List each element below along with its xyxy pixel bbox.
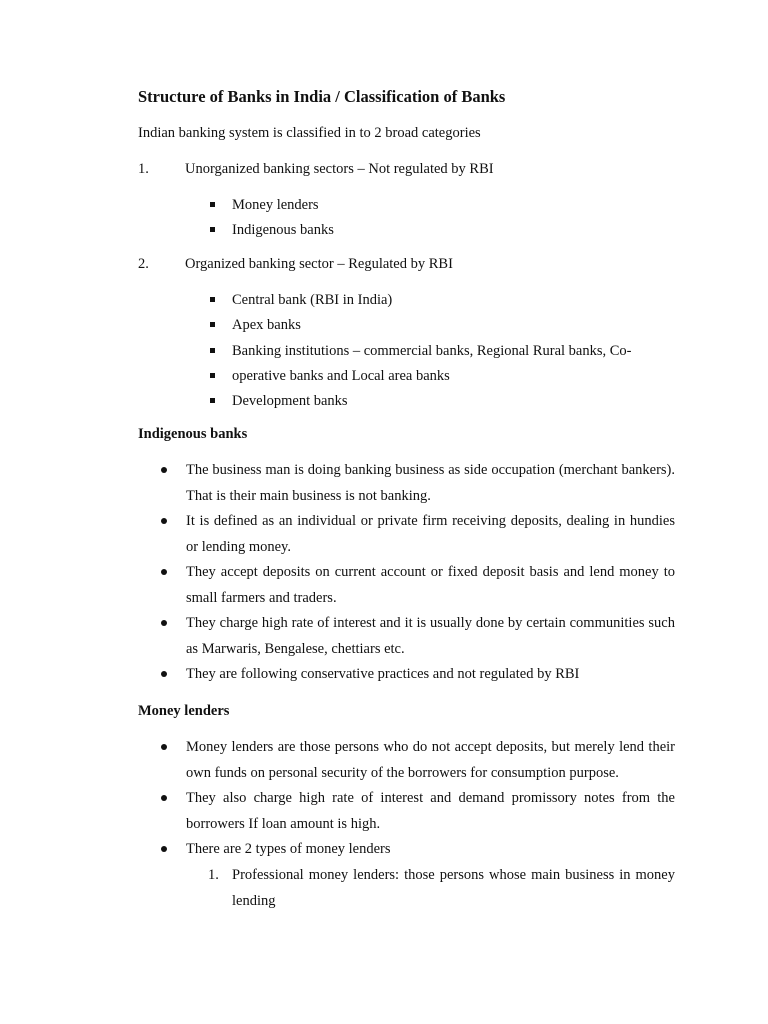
money-lender-types — [208, 863, 675, 914]
list-item: Indigenous banks — [208, 220, 334, 245]
list-item — [208, 863, 675, 914]
indigenous-points — [160, 458, 675, 688]
list-item: Money lenders — [208, 195, 334, 220]
list-item: Central bank (RBI in India) — [208, 290, 632, 315]
category-label: Organized banking sector – Regulated by RBI — [185, 256, 453, 272]
intro-paragraph: Indian banking system is classified in to 2 broad categories — [138, 125, 481, 141]
list-item: They are following conservative practices and not regulated by RBI — [160, 662, 675, 688]
list-item: They also charge high rate of interest and demand promissory notes from the borrowers If loan amount is high. — [160, 786, 675, 837]
list-item: It is defined as an individual or private firm receiving deposits, dealing in hundies or lending money. — [160, 509, 675, 560]
list-item: The business man is doing banking business as side occupation (merchant bankers). That is their main business is not banking. — [160, 458, 675, 509]
item-number: 1. — [208, 867, 219, 883]
category-2-list — [208, 290, 632, 416]
category-1 — [138, 161, 494, 178]
category-2 — [138, 256, 453, 273]
category-number: 1. — [138, 161, 149, 177]
category-number: 2. — [138, 256, 149, 272]
money-lenders-points — [160, 735, 675, 863]
section-heading-indigenous: Indigenous banks — [138, 426, 248, 442]
list-item: They accept deposits on current account or fixed deposit basis and lend money to small farmers and traders. — [160, 560, 675, 611]
list-item: operative banks and Local area banks — [208, 366, 632, 391]
list-item: There are 2 types of money lenders — [160, 837, 675, 863]
list-item: Development banks — [208, 391, 632, 416]
list-item: Banking institutions – commercial banks, Regional Rural banks, Co- — [208, 341, 632, 366]
list-item: They charge high rate of interest and it is usually done by certain communities such as Marwaris, Bengalese, chettiars etc. — [160, 611, 675, 662]
category-label: Unorganized banking sectors – Not regulated by RBI — [185, 161, 494, 177]
category-1-list — [208, 195, 334, 246]
item-text: Professional money lenders: those persons whose main business in money lending — [232, 867, 675, 909]
list-item: Apex banks — [208, 315, 632, 340]
section-heading-money-lenders: Money lenders — [138, 703, 230, 719]
list-item: Money lenders are those persons who do not accept deposits, but merely lend their own funds on personal security of the borrowers for consumption purpose. — [160, 735, 675, 786]
page-title: Structure of Banks in India / Classification of Banks — [138, 87, 506, 106]
